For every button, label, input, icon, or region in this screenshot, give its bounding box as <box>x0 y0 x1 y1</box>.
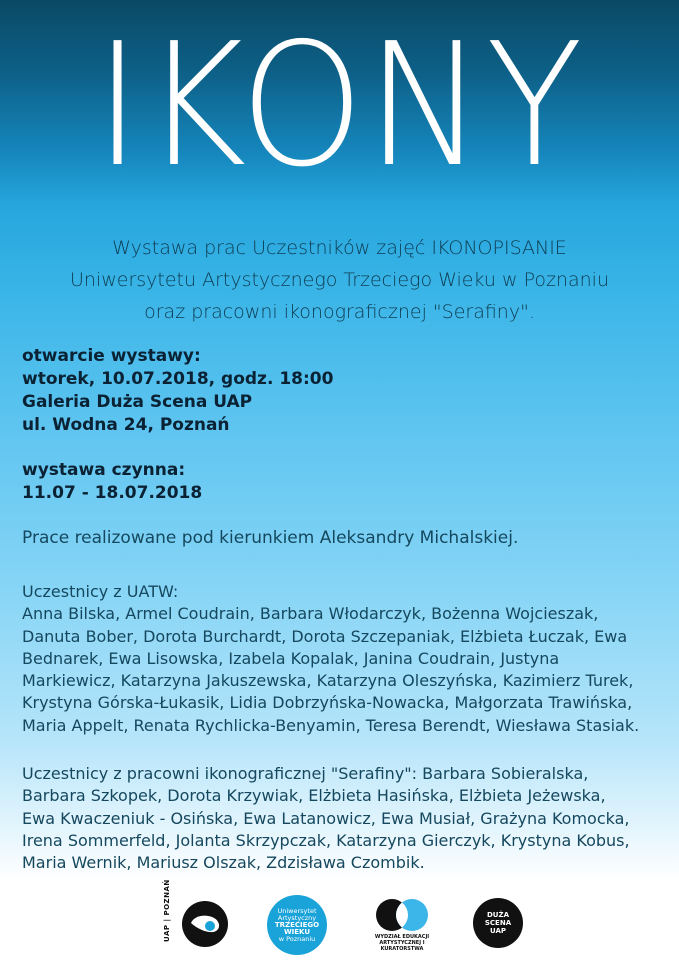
uatw-logo <box>267 895 327 955</box>
participant-line: Markiewicz, Katarzyna Jakuszewska, Katarzyna Oleszyńska, Kazimierz Turek, <box>22 671 634 691</box>
intro-line: Uniwersytetu Artystycznego Trzeciego Wieku w Poznaniu <box>69 269 609 291</box>
wea-logo-icon <box>372 897 432 933</box>
participant-line: Danuta Bober, Dorota Burchardt, Dorota Szczepaniak, Elżbieta Łuczak, Ewa <box>22 626 628 646</box>
wea-logo-text: ARTYSTYCZNEJ I KURATORSTWA <box>379 940 425 952</box>
participant-line: Uczestnicy z pracowni ikonograficznej "Serafiny": Barbara Sobieralska, <box>22 764 589 783</box>
uap-logo-icon <box>180 899 230 949</box>
uatw-participants <box>22 581 662 737</box>
duza-logo-text: UAP <box>489 927 507 935</box>
participant-line: Maria Appelt, Renata Rychlicka-Benyamin, Teresa Berendt, Wiesława Stasiak. <box>22 715 640 735</box>
opening-info <box>22 345 662 437</box>
participant-line: Krystyna Górska-Łukasik, Lidia Dobrzyńska-Nowacka, Małgorzata Trawińska, <box>22 693 633 713</box>
uatw-logo-text: TRZECIEGO <box>274 920 320 929</box>
open-period <box>22 459 662 505</box>
participant-line: Irena Sommerfeld, Jolanta Skrzypczak, Katarzyna Gierczyk, Krystyna Kobus, <box>22 830 630 850</box>
intro-line: oraz pracowni ikonograficznej "Serafiny". <box>144 301 535 323</box>
participant-line: Maria Wernik, Mariusz Olszak, Zdzisława Czombik. <box>22 853 425 873</box>
wea-logo-label <box>358 934 446 952</box>
duza-scena-logo <box>473 898 523 948</box>
intro-text <box>20 232 659 328</box>
participant-line: Anna Bilska, Armel Coudrain, Barbara Włodarczyk, Bożenna Wojcieszak, <box>22 604 599 624</box>
participant-line: Ewa Kwaczeniuk - Osińska, Ewa Latanowicz, Ewa Musiał, Grażyna Komocka, <box>22 808 630 828</box>
opening-date: wtorek, 10.07.2018, godz. 18:00 <box>22 369 334 389</box>
uap-poznan-text: UAP | POZNAŃ <box>163 879 171 942</box>
uatw-label: Uczestnicy z UATW: <box>22 582 179 601</box>
opening-heading: otwarcie wystawy: <box>22 346 201 366</box>
opening-address: ul. Wodna 24, Poznań <box>22 415 230 435</box>
participant-line: Barbara Szkopek, Dorota Krzywiak, Elżbieta Hasińska, Elżbieta Jeżewska, <box>22 786 606 806</box>
poster-title: IKONY <box>94 7 585 205</box>
duza-logo-text: DUŻA <box>487 911 509 919</box>
open-period-dates: 11.07 - 18.07.2018 <box>22 483 203 503</box>
directed-by-text: Prace realizowane pod kierunkiem Aleksandry Michalskiej. <box>22 528 519 548</box>
uatw-logo-text: Artystyczny <box>277 913 317 922</box>
opening-venue: Galeria Duża Scena UAP <box>22 392 253 412</box>
participant-line: Bednarek, Ewa Lisowska, Izabela Kopalak, Janina Coudrain, Justyna <box>22 648 560 668</box>
uatw-logo-text: w Poznaniu <box>278 934 316 943</box>
uatw-logo-text: Uniwersytet <box>277 906 317 915</box>
duza-logo-text: SCENA <box>484 919 512 927</box>
serafiny-participants <box>22 763 662 874</box>
uatw-logo-text: WIEKU <box>283 927 311 936</box>
wea-logo-text: WYDZIAŁ EDUKACJI <box>374 934 430 940</box>
open-period-heading: wystawa czynna: <box>22 460 186 480</box>
intro-line: Wystawa prac Uczestników zajęć IKONOPISANIE <box>112 237 567 259</box>
